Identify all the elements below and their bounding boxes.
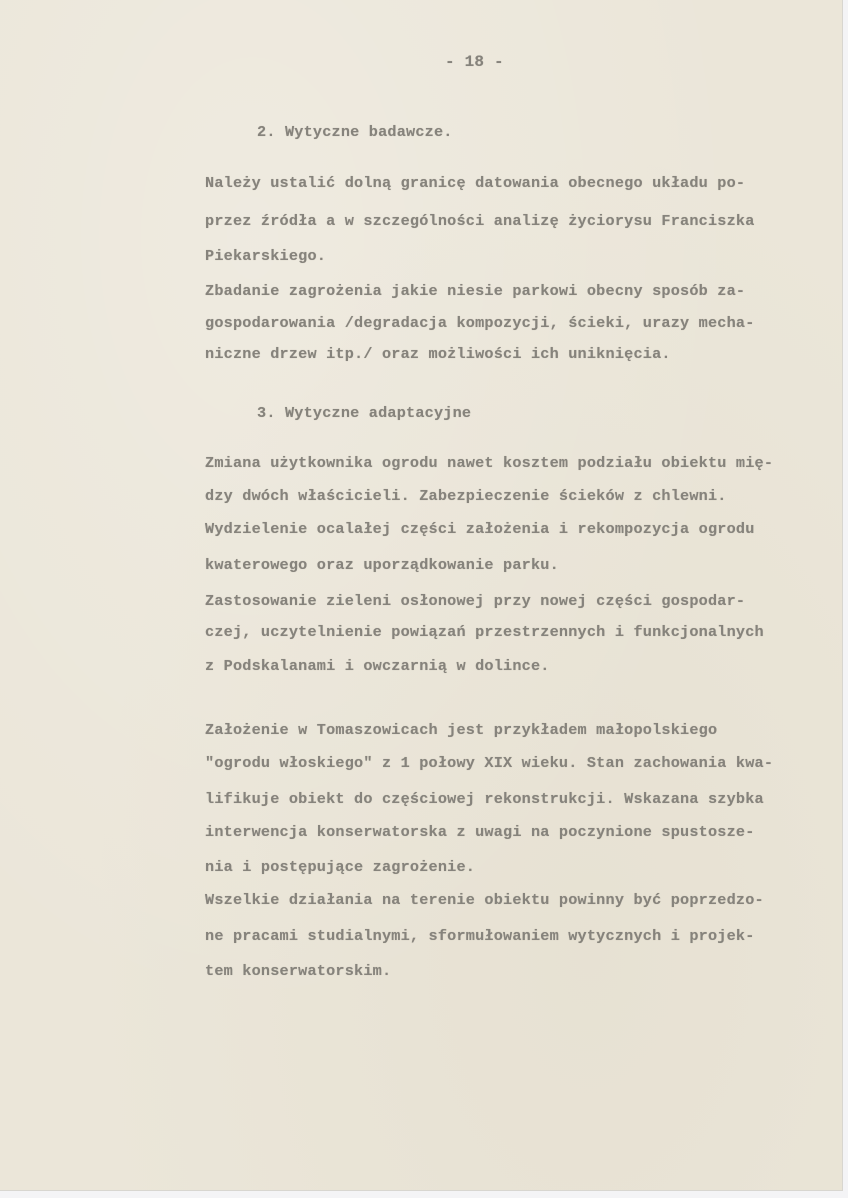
text-line: Zmiana użytkownika ogrodu nawet kosztem podziału obiektu mię- <box>205 454 774 472</box>
text-line: Zbadanie zagrożenia jakie niesie parkowi obecny sposób za- <box>205 282 746 300</box>
text-line: kwaterowego oraz uporządkowanie parku. <box>205 556 559 574</box>
section-heading-research-guidelines: 2. Wytyczne badawcze. <box>257 123 453 141</box>
text-line: Założenie w Tomaszowicach jest przykładem małopolskiego <box>205 721 718 739</box>
text-line: Należy ustalić dolną granicę datowania obecnego układu po- <box>205 174 746 192</box>
text-line: lifikuje obiekt do częściowej rekonstrukcji. Wskazana szybka <box>205 790 764 808</box>
text-line: niczne drzew itp./ oraz możliwości ich uniknięcia. <box>205 345 671 363</box>
section-heading-adaptation-guidelines: 3. Wytyczne adaptacyjne <box>257 404 472 422</box>
text-line: Zastosowanie zieleni osłonowej przy nowej części gospodar- <box>205 592 746 610</box>
text-line: "ogrodu włoskiego" z 1 połowy XIX wieku. Stan zachowania kwa- <box>205 754 774 772</box>
text-line: tem konserwatorskim. <box>205 962 392 980</box>
text-line: interwencja konserwatorska z uwagi na poczynione spustosze- <box>205 823 755 841</box>
text-line: przez źródła a w szczególności analizę życiorysu Franciszka <box>205 212 755 230</box>
text-line: dzy dwóch właścicieli. Zabezpieczenie ścieków z chlewni. <box>205 487 727 505</box>
text-line: Piekarskiego. <box>205 247 327 265</box>
text-line: z Podskalanami i owczarnią w dolince. <box>205 657 550 675</box>
text-line: czej, uczytelnienie powiązań przestrzennych i funkcjonalnych <box>205 623 764 641</box>
text-line: Wydzielenie ocalałej części założenia i rekompozycja ogrodu <box>205 520 755 538</box>
text-line: gospodarowania /degradacja kompozycji, ścieki, urazy mecha- <box>205 314 755 332</box>
text-line: ne pracami studialnymi, sformułowaniem wytycznych i projek- <box>205 927 755 945</box>
text-line: nia i postępujące zagrożenie. <box>205 858 476 876</box>
text-line: Wszelkie działania na terenie obiektu powinny być poprzedzo- <box>205 891 764 909</box>
page-number: - 18 - <box>445 53 504 71</box>
